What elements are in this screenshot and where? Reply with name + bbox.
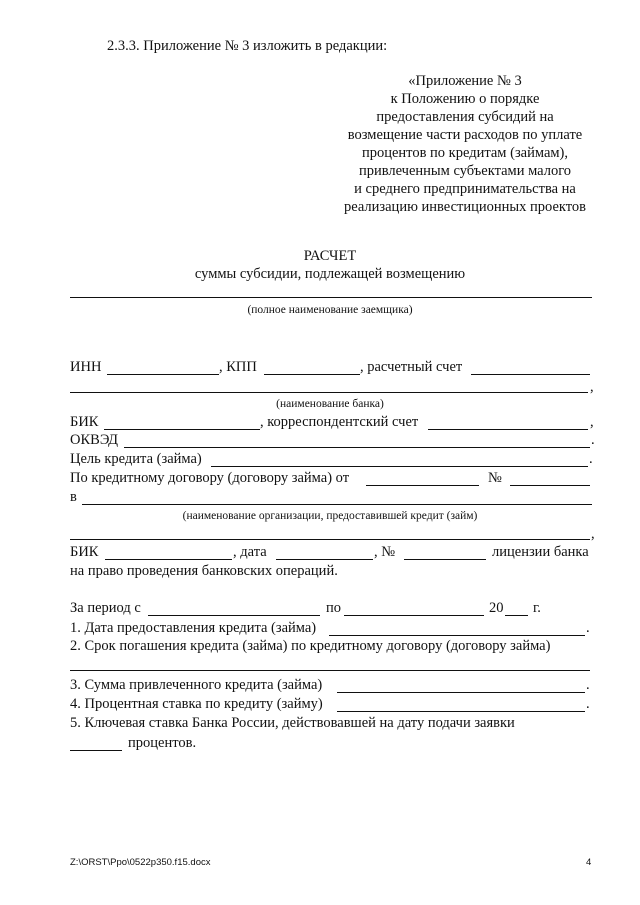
comma: , <box>590 414 594 430</box>
okved-line <box>124 447 590 448</box>
appendix-line: реализацию инвестиционных проектов <box>343 199 587 215</box>
year-prefix: 20 <box>489 600 504 616</box>
appendix-line: возмещение части расходов по уплате <box>347 127 583 143</box>
inn-label: ИНН <box>70 359 102 375</box>
license-number-label: , № <box>374 544 396 560</box>
bik-line <box>104 429 260 430</box>
license-number-line <box>404 559 486 560</box>
license-label: лицензии банка <box>492 544 589 560</box>
appendix-header <box>300 72 630 216</box>
period-from-line <box>148 615 320 616</box>
comma: , <box>590 379 594 395</box>
item-3-line <box>337 692 585 693</box>
item-2-line <box>70 670 590 671</box>
okved-label: ОКВЭД <box>70 432 119 448</box>
purpose-line <box>211 466 588 467</box>
item-1: 1. Дата предоставления кредита (займа) <box>70 620 317 636</box>
comma: , <box>591 526 595 542</box>
bik-line-2 <box>105 559 232 560</box>
dot: . <box>591 432 595 448</box>
lender-line <box>82 504 592 505</box>
appendix-line: предоставления субсидий на <box>376 109 554 125</box>
lender-caption: (наименование организации, предоставившей кредит (займ) <box>182 510 478 522</box>
bik-label: БИК <box>70 414 99 430</box>
percent-line <box>70 750 122 751</box>
license-continuation: на право проведения банковских операций. <box>70 563 338 579</box>
inn-line <box>107 374 219 375</box>
item-1-line <box>329 635 585 636</box>
corr-account-line <box>428 429 588 430</box>
item-2: 2. Срок погашения кредита (займа) по кредитному договору (договору займа) <box>70 638 551 654</box>
account-label: , расчетный счет <box>360 359 463 375</box>
borrower-caption: (полное наименование заемщика) <box>247 304 413 316</box>
appendix-line: и среднего предпринимательства на <box>354 181 576 197</box>
agreement-label: По кредитному договору (договору займа) от <box>70 470 350 486</box>
number-sign: № <box>488 470 502 486</box>
date-line <box>276 559 373 560</box>
dot: . <box>586 677 590 693</box>
appendix-line: процентов по кредитам (займам), <box>361 145 569 161</box>
kpp-label: , КПП <box>219 359 257 375</box>
lender-line-2 <box>70 539 590 540</box>
period-to-line <box>344 615 484 616</box>
date-label: , дата <box>233 544 267 560</box>
bik-label-2: БИК <box>70 544 99 560</box>
year-suffix: г. <box>533 600 541 616</box>
footer-page-number: 4 <box>586 857 592 868</box>
corr-account-label: , корреспондентский счет <box>260 414 419 430</box>
dot: . <box>586 696 590 712</box>
dot: . <box>586 620 590 636</box>
agreement-date-line <box>366 485 479 486</box>
kpp-line <box>264 374 360 375</box>
appendix-line: «Приложение № 3 <box>408 73 522 89</box>
footer-file-path: Z:\ORST\Ppo\0522p350.f15.docx <box>70 857 211 868</box>
bank-caption: (наименование банка) <box>276 398 384 410</box>
to-label: по <box>326 600 342 616</box>
year-line <box>505 615 528 616</box>
dot: . <box>589 451 593 467</box>
item-4-line <box>337 711 585 712</box>
item-5: 5. Ключевая ставка Банка России, действовавшей на дату подачи заявки <box>70 715 515 731</box>
bank-name-line <box>70 392 588 393</box>
item-3: 3. Сумма привлеченного кредита (займа) <box>70 677 323 693</box>
appendix-line: привлеченным субъектами малого <box>358 163 572 179</box>
percent-label: процентов. <box>128 735 197 751</box>
intro-text: 2.3.3. Приложение № 3 изложить в редакции: <box>107 38 388 54</box>
appendix-line: к Положению о порядке <box>390 91 540 107</box>
item-4: 4. Процентная ставка по кредиту (займу) <box>70 696 323 712</box>
period-label: За период с <box>70 600 141 616</box>
in-label: в <box>70 489 77 505</box>
document-subtitle: суммы субсидии, подлежащей возмещению <box>194 266 466 282</box>
agreement-number-line <box>510 485 590 486</box>
borrower-name-line <box>70 297 592 298</box>
account-line <box>471 374 590 375</box>
document-title: РАСЧЕТ <box>303 248 357 264</box>
purpose-label: Цель кредита (займа) <box>70 451 202 467</box>
